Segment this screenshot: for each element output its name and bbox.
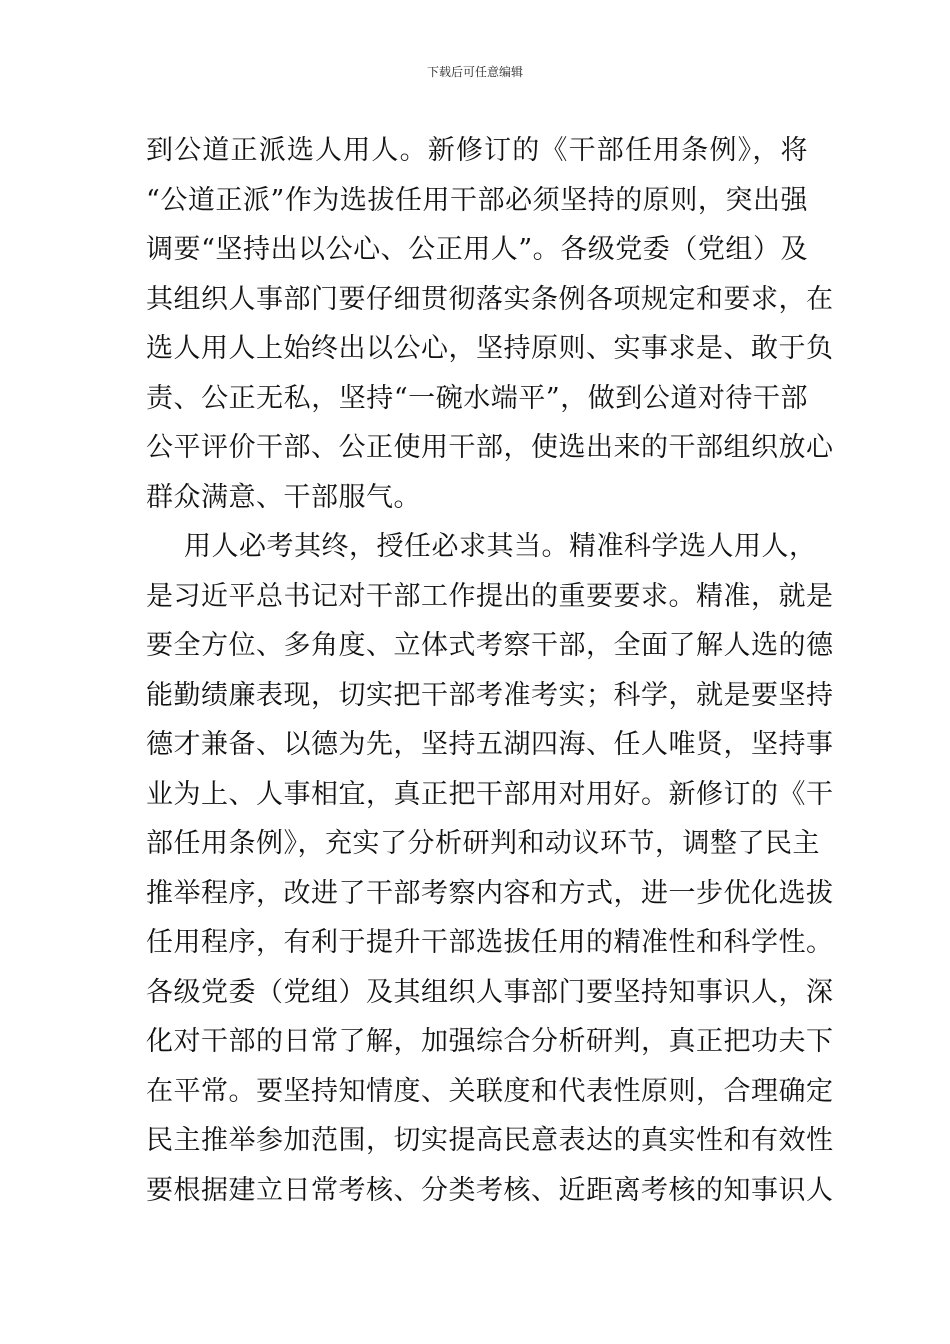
text-line: 民主推举参加范围，切实提高民意表达的真实性和有效性 xyxy=(146,1125,834,1156)
text-line: 责、公正无私，坚持“一碗水端平”，做到公道对待干部 xyxy=(146,382,808,414)
text-line: 业为上、人事相宜，真正把干部用对用好。新修订的《干 xyxy=(146,778,834,810)
text-line: 化对干部的日常了解，加强综合分析研判，真正把功夫下 xyxy=(146,1026,834,1057)
text-line: 部任用条例》，充实了分析研判和动议环节，调整了民主 xyxy=(146,828,820,859)
text-line: 调要“坚持出以公心、公正用人”。各级党委（党组）及 xyxy=(146,234,808,265)
text-line: 推举程序，改进了干部考察内容和方式，进一步优化选拔 xyxy=(146,877,834,909)
text-line: 群众满意、干部服气。 xyxy=(146,481,421,513)
text-line: 要全方位、多角度、立体式考察干部，全面了解人选的德 xyxy=(146,630,834,661)
text-line: 各级党委（党组）及其组织人事部门要坚持知事识人，深 xyxy=(146,976,834,1008)
text-line: “公道正派”作为选拔任用干部必须坚持的原则，突出强 xyxy=(146,184,808,216)
document-body xyxy=(146,126,834,1215)
text-line: 能勤绩廉表现，切实把干部考准考实；科学，就是要坚持 xyxy=(146,679,834,711)
text-line: 选人用人上始终出以公心，坚持原则、实事求是、敢于负 xyxy=(146,333,834,364)
text-line: 其组织人事部门要仔细贯彻落实条例各项规定和要求，在 xyxy=(146,283,834,315)
text-line: 任用程序，有利于提升干部选拔任用的精准性和科学性。 xyxy=(146,927,834,958)
paragraph-first-line: 用人必考其终，授任必求其当。精准科学选人用人， xyxy=(184,531,817,562)
text-line: 公平评价干部、公正使用干部，使选出来的干部组织放心 xyxy=(146,432,834,463)
text-line: 要根据建立日常考核、分类考核、近距离考核的知事识人 xyxy=(146,1174,834,1206)
page-header: 下载后可任意编辑 xyxy=(426,65,523,79)
text-line: 德才兼备、以德为先，坚持五湖四海、任人唯贤，坚持事 xyxy=(146,729,834,760)
text-line: 在平常。要坚持知情度、关联度和代表性原则，合理确定 xyxy=(146,1075,834,1107)
text-line: 是习近平总书记对干部工作提出的重要要求。精准，就是 xyxy=(146,580,834,612)
text-line: 到公道正派选人用人。新修订的《干部任用条例》，将 xyxy=(146,135,808,166)
